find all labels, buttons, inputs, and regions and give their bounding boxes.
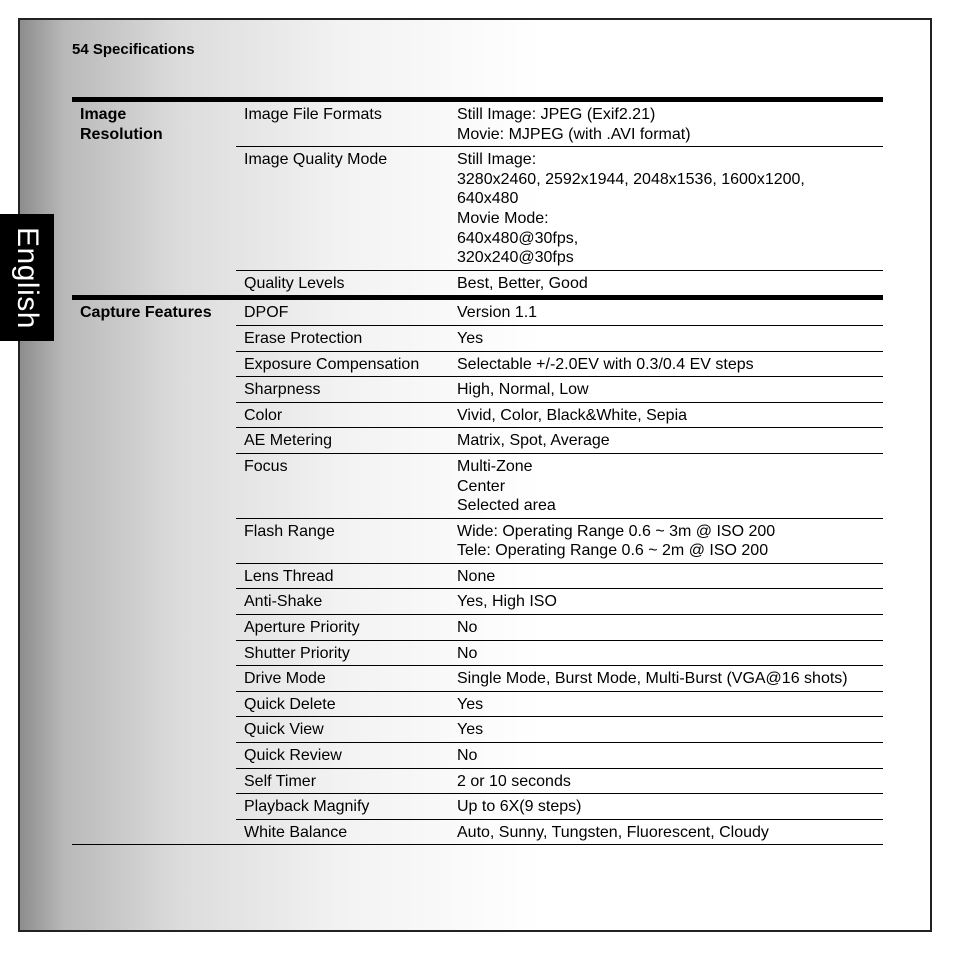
table-row xyxy=(236,665,883,691)
feature-value: No xyxy=(457,644,478,662)
section-label: Capture Features xyxy=(80,304,212,322)
table-row xyxy=(236,768,883,794)
feature-name: Color xyxy=(244,406,283,424)
feature-value: Yes xyxy=(457,329,484,347)
table-row xyxy=(236,640,883,666)
spec-section xyxy=(72,295,883,844)
feature-value: Multi-Zone Center Selected area xyxy=(457,457,556,515)
language-tab-label: English xyxy=(11,226,44,329)
feature-name: Drive Mode xyxy=(244,670,326,688)
table-row xyxy=(236,819,883,845)
table-row xyxy=(236,588,883,614)
feature-value: No xyxy=(457,747,478,765)
table-row xyxy=(236,793,883,819)
feature-value: Still Image: JPEG (Exif2.21) Movie: MJPEG (with .AVI format) xyxy=(457,106,691,143)
table-row xyxy=(236,716,883,742)
table-row xyxy=(236,742,883,768)
feature-value: Best, Better, Good xyxy=(457,274,588,292)
feature-name: Exposure Compensation xyxy=(244,355,420,373)
feature-name: Focus xyxy=(244,457,288,475)
feature-value: No xyxy=(457,619,478,637)
feature-value: Vivid, Color, Black&White, Sepia xyxy=(457,406,688,424)
table-row xyxy=(236,402,883,428)
feature-value: Wide: Operating Range 0.6 ~ 3m @ ISO 200 Tele: Operating Range 0.6 ~ 2m @ ISO 200 xyxy=(457,522,776,560)
feature-value: Up to 6X(9 steps) xyxy=(457,798,582,816)
feature-name: Lens Thread xyxy=(244,567,334,585)
feature-name: Playback Magnify xyxy=(244,798,370,816)
table-row xyxy=(236,146,883,270)
table-row xyxy=(236,453,883,518)
table-row xyxy=(236,427,883,453)
feature-name: Anti-Shake xyxy=(244,593,323,611)
feature-name: Quality Levels xyxy=(244,274,345,292)
feature-name: DPOF xyxy=(244,304,289,322)
feature-name: Erase Protection xyxy=(244,329,363,347)
section-label: Image Resolution xyxy=(80,106,163,143)
table-row xyxy=(236,300,883,325)
feature-value: Auto, Sunny, Tungsten, Fluorescent, Cloudy xyxy=(457,823,769,841)
feature-name: White Balance xyxy=(244,823,348,841)
feature-value: High, Normal, Low xyxy=(457,381,589,399)
table-row xyxy=(236,351,883,377)
feature-value: 2 or 10 seconds xyxy=(457,772,571,790)
table-row xyxy=(236,270,883,296)
specifications-table xyxy=(72,97,883,845)
section-rows xyxy=(236,102,883,295)
feature-name: Image File Formats xyxy=(244,106,382,123)
feature-name: AE Metering xyxy=(244,432,333,450)
feature-value: Yes xyxy=(457,695,484,713)
table-row xyxy=(236,376,883,402)
feature-name: Quick Review xyxy=(244,747,342,765)
spec-section xyxy=(72,102,883,295)
page-header: 54 Specifications xyxy=(72,41,195,58)
feature-name: Shutter Priority xyxy=(244,644,350,662)
feature-name: Quick Delete xyxy=(244,695,336,713)
table-row xyxy=(236,325,883,351)
feature-name: Flash Range xyxy=(244,522,335,540)
table-row xyxy=(236,102,883,146)
table-row xyxy=(236,563,883,589)
feature-value: Version 1.1 xyxy=(457,304,538,322)
feature-name: Image Quality Mode xyxy=(244,151,388,169)
feature-name: Quick View xyxy=(244,721,324,739)
feature-value: Yes, High ISO xyxy=(457,593,557,611)
feature-name: Aperture Priority xyxy=(244,619,360,637)
table-row xyxy=(236,614,883,640)
feature-name: Self Timer xyxy=(244,772,317,790)
feature-value: None xyxy=(457,567,496,585)
feature-value: Selectable +/-2.0EV with 0.3/0.4 EV steps xyxy=(457,355,754,373)
feature-value: Single Mode, Burst Mode, Multi-Burst (VGA@16 shots) xyxy=(457,670,848,688)
feature-value: Still Image: 3280x2460, 2592x1944, 2048x1536, 1600x1200, 640x480 Movie Mode: 640x480@30fps, 320x240@30fps xyxy=(457,151,805,267)
feature-name: Sharpness xyxy=(244,381,321,399)
language-tab xyxy=(0,214,54,341)
feature-value: Yes xyxy=(457,721,484,739)
table-row xyxy=(236,691,883,717)
feature-value: Matrix, Spot, Average xyxy=(457,432,610,450)
table-row xyxy=(236,518,883,563)
section-rows xyxy=(236,300,883,844)
